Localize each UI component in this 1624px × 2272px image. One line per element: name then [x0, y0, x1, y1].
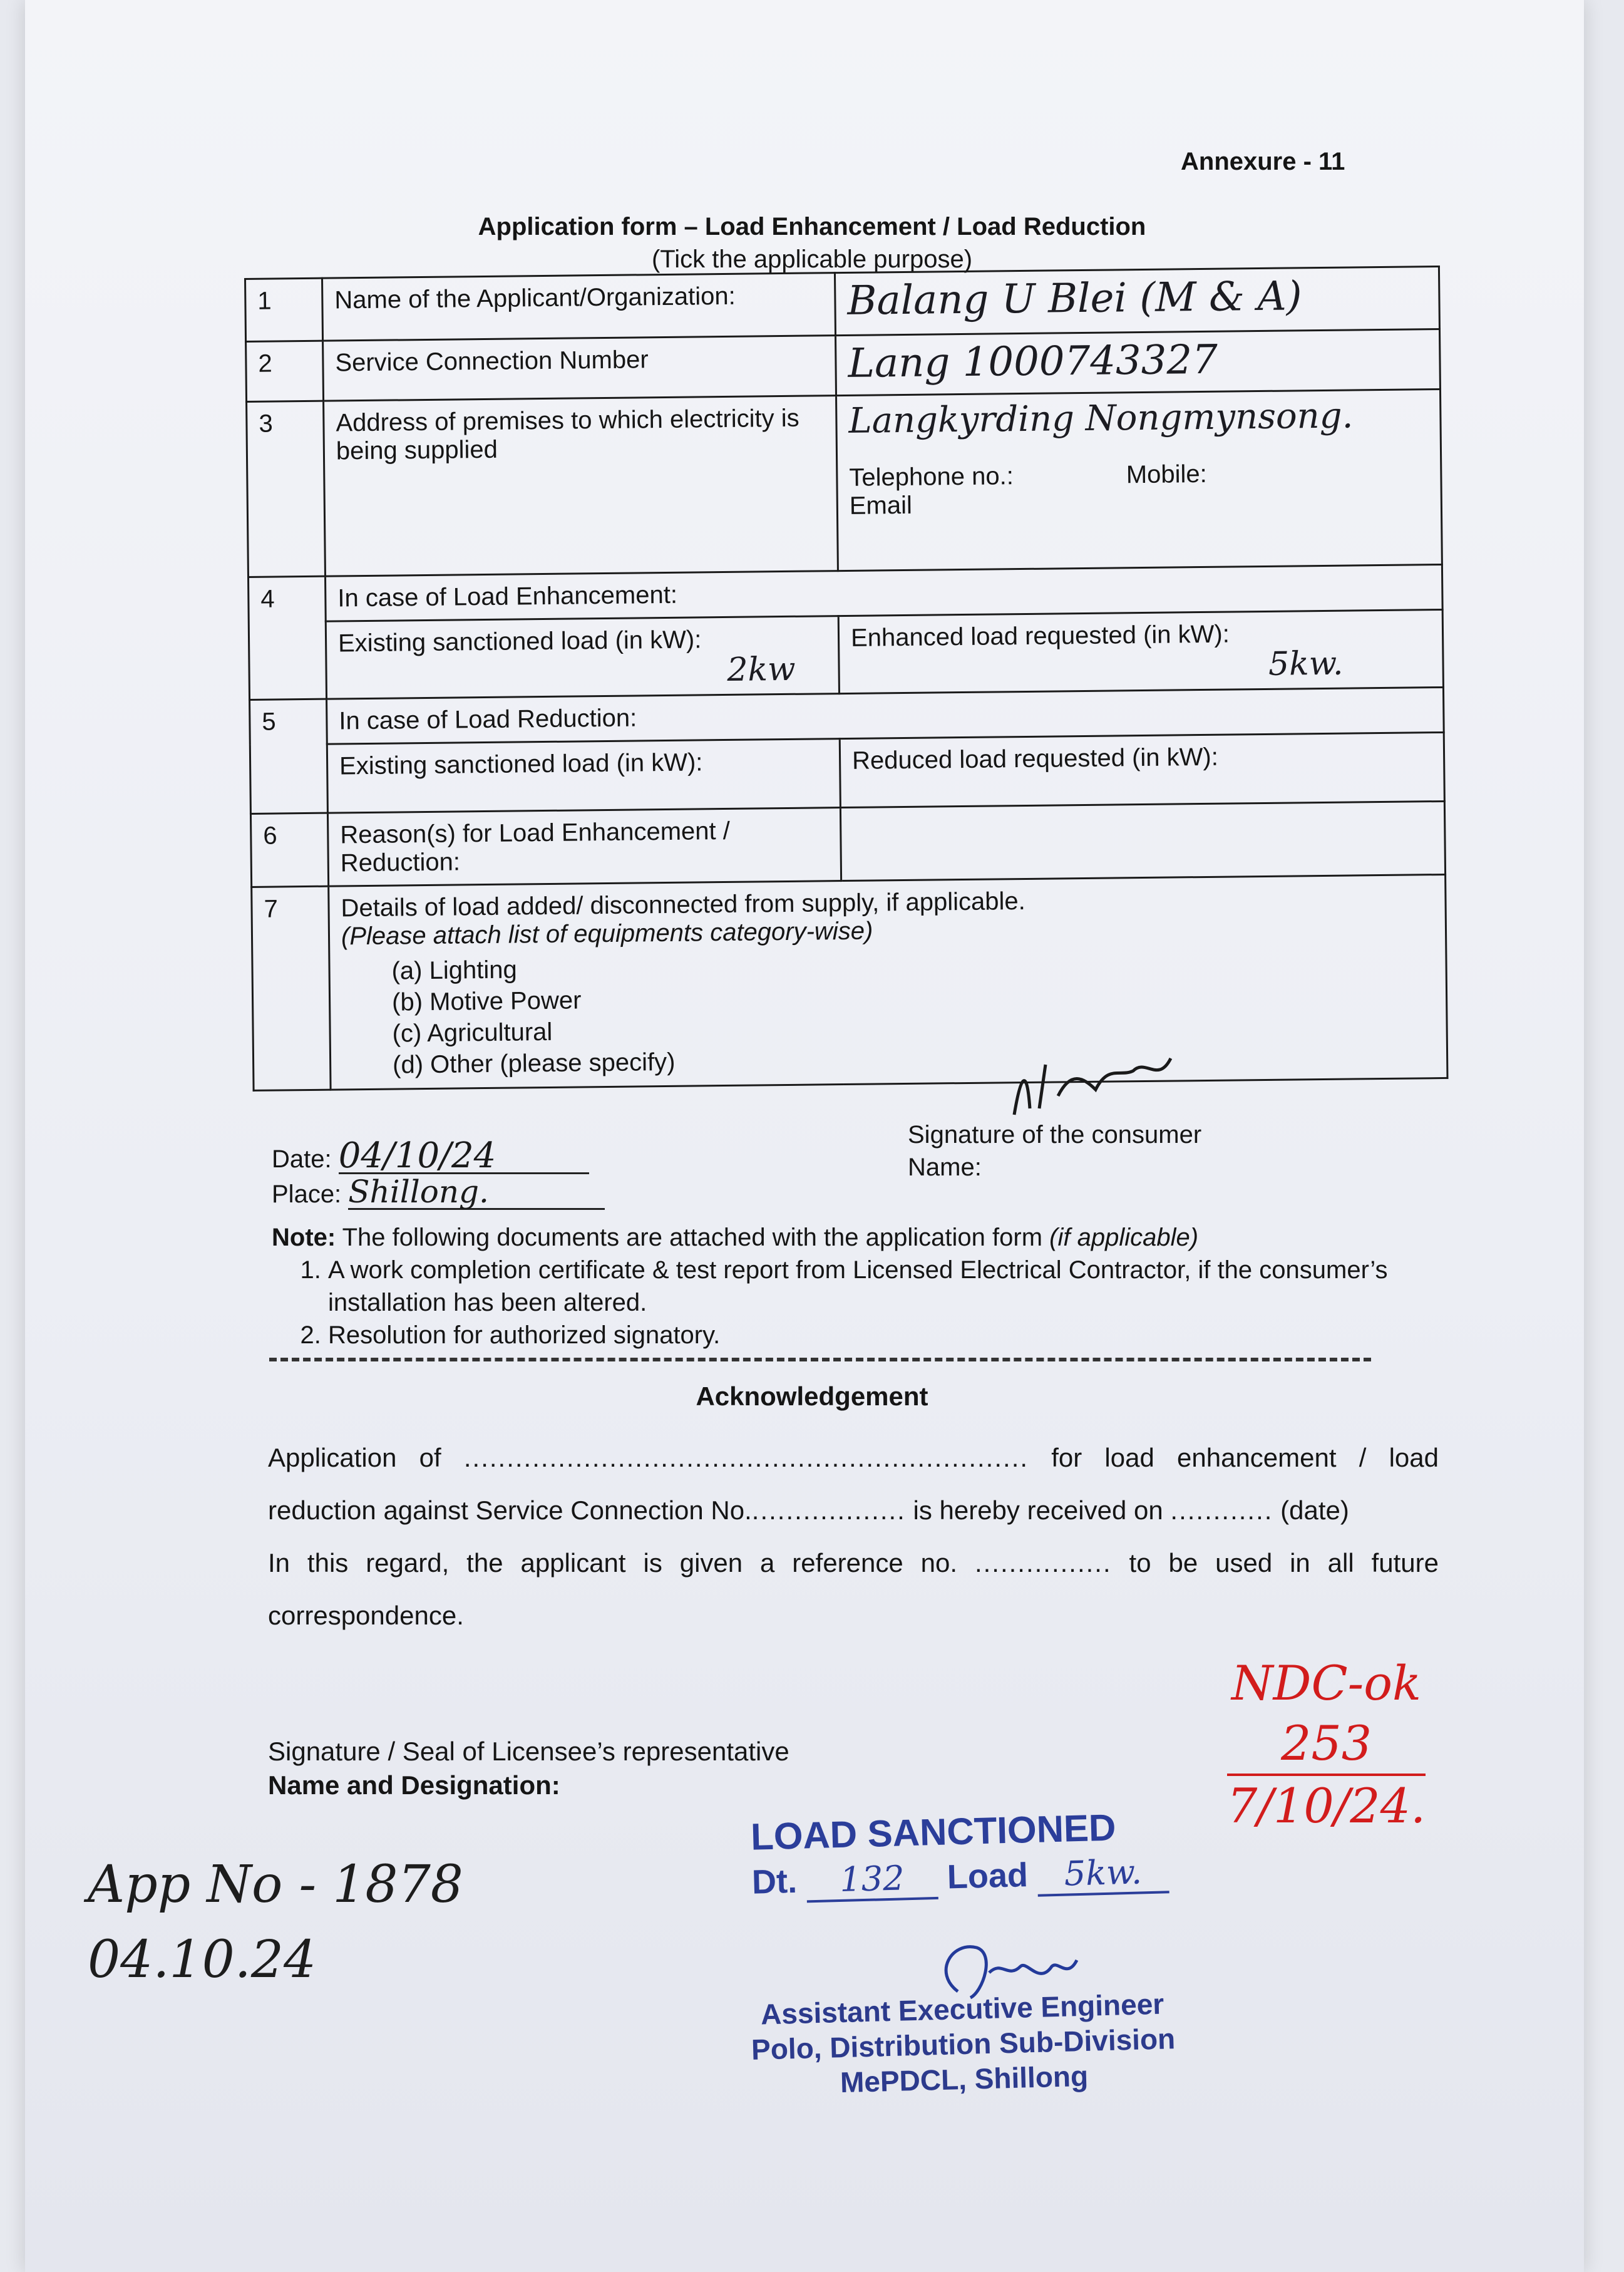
load-details-sub: (Please attach list of equipments category-wise)	[341, 917, 873, 951]
load-sanctioned-stamp	[750, 1804, 1169, 1904]
ack-application-of: Application of	[268, 1443, 441, 1472]
ack-blank: ............	[1170, 1495, 1273, 1525]
red-annotation	[1227, 1653, 1426, 1836]
application-number-note	[88, 1847, 463, 1998]
enhancement-existing-label: Existing sanctioned load (in kW):	[337, 626, 702, 658]
enhancement-existing-cell	[326, 616, 839, 700]
stamp-title: LOAD SANCTIONED	[750, 1806, 1117, 1858]
note-italic: (if applicable)	[1049, 1224, 1199, 1251]
row-number: 4	[249, 576, 327, 700]
name-designation-label: Name and Designation:	[268, 1770, 560, 1800]
date-label: Date:	[272, 1145, 332, 1173]
office-line-division: Polo, Distribution Sub-Division	[751, 2022, 1176, 2066]
applicant-name-cell	[835, 267, 1439, 336]
stamp-load-value: 5kw.	[1037, 1851, 1169, 1896]
form-subtitle: (Tick the applicable purpose)	[651, 245, 973, 273]
consumer-signature	[1002, 1040, 1190, 1127]
place-value: Shillong.	[348, 1175, 605, 1210]
row-applicant-name	[245, 267, 1440, 342]
consumer-signature-block	[908, 1118, 1201, 1184]
row-reduction-values	[250, 732, 1444, 813]
ack-blank: ................	[974, 1548, 1112, 1577]
reason-cell	[840, 801, 1445, 880]
ack-reference: In this regard, the applicant is given a reference no.	[268, 1548, 958, 1577]
date-place-block	[272, 1135, 605, 1211]
ack-for-load: for load enhancement / load reduction against Service Connection No.	[268, 1443, 1439, 1525]
category-motive-power: (b) Motive Power	[391, 986, 582, 1016]
red-date: 7/10/24.	[1227, 1778, 1426, 1834]
row-number: 6	[250, 813, 328, 887]
application-table	[244, 266, 1448, 1092]
ack-future-use: to be used in all future correspondence.	[268, 1548, 1439, 1630]
stamp-dt-value: 132	[806, 1857, 938, 1903]
service-connection-value: Lang 1000743327	[848, 336, 1218, 387]
reduced-load-label: Reduced load requested (in kW):	[840, 732, 1444, 807]
enhanced-load-label: Enhanced load requested (in kW):	[850, 620, 1230, 652]
row-reason	[250, 801, 1445, 887]
acknowledgement-text	[268, 1432, 1439, 1642]
note-heading: Note:	[272, 1224, 336, 1251]
note-item-resolution: 2. Resolution for authorized signatory.	[328, 1319, 1461, 1351]
annexure-label: Annexure - 11	[1181, 148, 1345, 175]
ack-blank: ..................................................................	[463, 1443, 1029, 1472]
office-line-company: MePDCL, Shillong	[840, 2059, 1089, 2099]
telephone-label: Telephone no.:	[849, 462, 1014, 492]
email-label: Email	[849, 491, 913, 520]
ack-date: (date)	[1280, 1495, 1349, 1525]
consumer-name-label: Name:	[908, 1154, 982, 1181]
category-agricultural: (c) Agricultural	[392, 1018, 553, 1048]
ndc-ok: NDC-ok	[1231, 1655, 1422, 1711]
ack-blank: ..................	[751, 1495, 906, 1525]
load-details-label: Details of load added/ disconnected from supply, if applicable.	[341, 887, 1025, 922]
service-connection-label: Service Connection Number	[323, 336, 836, 401]
existing-load-value: 2kw	[727, 650, 796, 689]
enhancement-heading: In case of Load Enhancement:	[325, 564, 1442, 621]
service-connection-cell	[836, 329, 1441, 396]
reduction-heading: In case of Load Reduction:	[327, 687, 1444, 744]
reduction-existing-label: Existing sanctioned load (in kW):	[327, 739, 840, 813]
row-number: 3	[247, 401, 326, 577]
enhanced-load-value: 5kw.	[1268, 644, 1344, 683]
office-line-designation: Assistant Executive Engineer	[760, 1987, 1164, 2031]
stamp-load-label: Load	[947, 1856, 1029, 1896]
licensee-signature-block	[268, 1735, 789, 1802]
mobile-label: Mobile:	[1126, 460, 1207, 489]
load-category-list	[391, 944, 1435, 1080]
row-enhancement-values	[249, 609, 1443, 700]
row-number: 5	[250, 699, 328, 813]
row-load-details	[252, 874, 1447, 1090]
office-stamp	[750, 1986, 1176, 2102]
applicant-name-label: Name of the Applicant/Organization:	[322, 273, 836, 341]
note-item-certificate: 1. A work completion certificate & test report from Licensed Electrical Contractor, if the consumer’s installation has been altered.	[328, 1254, 1461, 1319]
row-number: 1	[245, 278, 323, 341]
note-block	[272, 1221, 1461, 1351]
red-number: 253	[1227, 1713, 1426, 1776]
licensee-signature-label: Signature / Seal of Licensee’s representative	[268, 1737, 789, 1766]
divider	[269, 1358, 1371, 1361]
address-value: Langkyrding Nongmynsong.	[848, 395, 1354, 441]
note-list	[272, 1254, 1461, 1351]
form-title: Application form – Load Enhancement / Load Reduction	[478, 213, 1146, 240]
app-date: 04.10.24	[88, 1930, 317, 1990]
load-details-cell	[329, 874, 1447, 1090]
category-other: (d) Other (please specify)	[392, 1048, 676, 1079]
enhancement-requested-cell	[838, 609, 1443, 693]
applicant-name-value: Balang U Blei (M & A)	[847, 273, 1302, 324]
date-value: 04/10/24	[339, 1140, 589, 1174]
stamp-dt-label: Dt.	[751, 1862, 798, 1901]
row-address	[247, 390, 1442, 577]
reason-label: Reason(s) for Load Enhancement / Reduction:	[327, 808, 841, 887]
ack-received-on: is hereby received on	[913, 1495, 1163, 1525]
address-label: Address of premises to which electricity is being supplied	[324, 396, 838, 577]
row-number: 2	[246, 341, 324, 401]
row-number: 7	[252, 886, 331, 1090]
signature-label: Signature of the consumer	[908, 1121, 1202, 1149]
note-text: The following documents are attached with the application form	[342, 1224, 1043, 1251]
acknowledgement-title: Acknowledgement	[696, 1381, 928, 1411]
category-lighting: (a) Lighting	[391, 956, 517, 985]
place-label: Place:	[272, 1180, 342, 1208]
address-cell	[836, 390, 1442, 571]
app-no: App No - 1878	[88, 1855, 463, 1914]
